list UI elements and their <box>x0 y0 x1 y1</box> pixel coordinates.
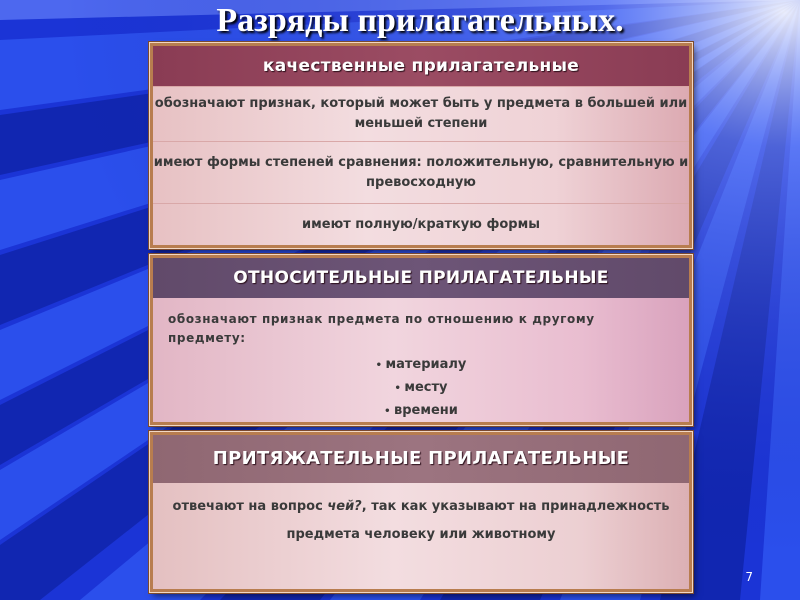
qualitative-adjectives-panel <box>150 43 692 248</box>
panel-header: ОТНОСИТЕЛЬНЫЕ ПРИЛАГАТЕЛЬНЫЕ <box>153 258 689 298</box>
list-item: • времени <box>153 400 689 423</box>
list-item: • месту <box>153 377 689 400</box>
list-item: • материалу <box>153 354 689 377</box>
text-part: , так как указывают на принадлежность предмета человеку или животному <box>286 499 670 542</box>
bullet-list <box>153 354 689 423</box>
text-part: отвечают на вопрос <box>172 499 328 514</box>
possessive-adjectives-panel <box>150 432 692 592</box>
text-emphasis: чей? <box>327 499 362 514</box>
panel-header: ПРИТЯЖАТЕЛЬНЫЕ ПРИЛАГАТЕЛЬНЫЕ <box>153 435 689 483</box>
panel-row: имеют полную/краткую формы <box>153 203 689 245</box>
panel-text: обозначают признак предмета по отношению к другому предмету: <box>168 312 595 345</box>
relative-adjectives-panel <box>150 255 692 425</box>
panel-row: имеют формы степеней сравнения: положительную, сравнительную и превосходную <box>153 141 689 203</box>
slide-title: Разряды прилагательных. <box>216 2 624 39</box>
page-number: 7 <box>745 570 753 584</box>
panel-header: качественные прилагательные <box>153 46 689 86</box>
panel-row: обозначают признак, который может быть у предмета в большей или меньшей степени <box>153 86 689 141</box>
panel-text <box>153 483 689 549</box>
